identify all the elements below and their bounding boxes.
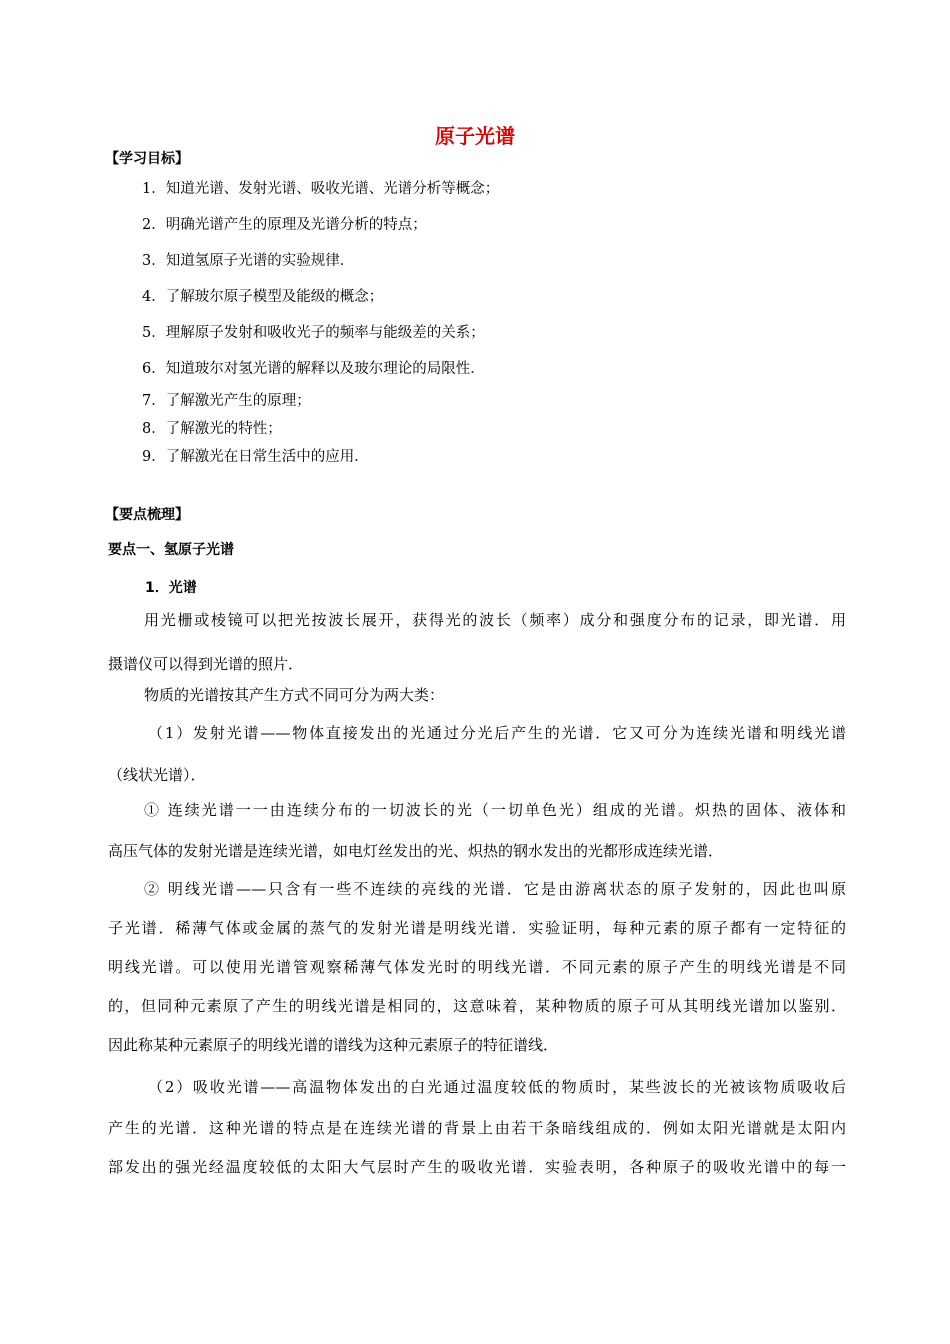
paragraph-line: ② 明线光谱——只含有一些不连续的亮线的光谱．它是由游离状态的原子发射的，因此也叫原 [144,880,846,898]
paragraph-line: 用光栅或棱镜可以把光按波长展开，获得光的波长（频率）成分和强度分布的记录，即光谱．用 [144,611,846,629]
item-title: 1．光谱 [145,580,197,596]
goal-item: 5．理解原子发射和吸收光子的频率与能级差的关系； [142,325,485,341]
paragraph-line: 摄谱仪可以得到光谱的照片． [108,655,304,673]
key-points-heading: 【要点梳理】 [105,507,189,523]
goal-item: 1．知道光谱、发射光谱、吸收光谱、光谱分析等概念； [142,181,500,197]
paragraph-line: 因此称某种元素原子的明线光谱的谱线为这种元素原子的特征谱线． [108,1036,559,1054]
goal-item: 3．知道氢原子光谱的实验规律． [142,253,355,269]
paragraph-line: 高压气体的发射光谱是连续光谱，如电灯丝发出的光、炽热的钢水发出的光都形成连续光谱． [108,842,724,860]
paragraph-line: 的，但同种元素原了产生的明线光谱是相同的，这意味着，某种物质的原子可从其明线光谱加以鉴别． [108,997,846,1015]
page-title: 原子光谱 [435,124,515,148]
goal-item: 4．了解玻尔原子模型及能级的概念； [142,289,384,305]
paragraph-line: 物质的光谱按其产生方式不同可分为两大类： [144,686,445,704]
learning-goals-heading: 【学习目标】 [105,151,189,167]
goal-item: 8．了解激光的特性； [142,421,282,437]
paragraph-line: ① 连续光谱一一由连续分布的一切波长的光（一切单色光）组成的光谱。炽热的固体、液体和 [144,801,846,819]
paragraph-line: 子光谱．稀薄气体或金属的蒸气的发射光谱是明线光谱．实验证明，每种元素的原子都有一定特征的 [108,919,846,937]
paragraph-line: 明线光谱。可以使用光谱管观察稀薄气体发光时的明线光谱．不同元素的原子产生的明线光谱是不同 [108,958,846,976]
goal-item: 9．了解激光在日常生活中的应用． [142,449,369,465]
goal-item: 7．了解激光产生的原理； [142,393,311,409]
paragraph-line: 产生的光谱．这种光谱的特点是在连续光谱的背景上由若干条暗线组成的．例如太阳光谱就是太阳内 [108,1119,846,1137]
key-point-subheading: 要点一、氢原子光谱 [108,542,234,558]
paragraph-line: （线状光谱）． [108,766,206,784]
paragraph-line: 部发出的强光经温度较低的太阳大气层时产生的吸收光谱．实验表明，各种原子的吸收光谱中的每一 [108,1158,846,1176]
goal-item: 6．知道玻尔对氢光谱的解释以及玻尔理论的局限性． [142,361,485,377]
paragraph-line: （2）吸收光谱——高温物体发出的白光通过温度较低的物质时，某些波长的光被该物质吸收后 [148,1078,846,1096]
goal-item: 2．明确光谱产生的原理及光谱分析的特点； [142,217,427,233]
paragraph-line: （1）发射光谱——物体直接发出的光通过分光后产生的光谱．它又可分为连续光谱和明线光谱 [148,724,846,742]
